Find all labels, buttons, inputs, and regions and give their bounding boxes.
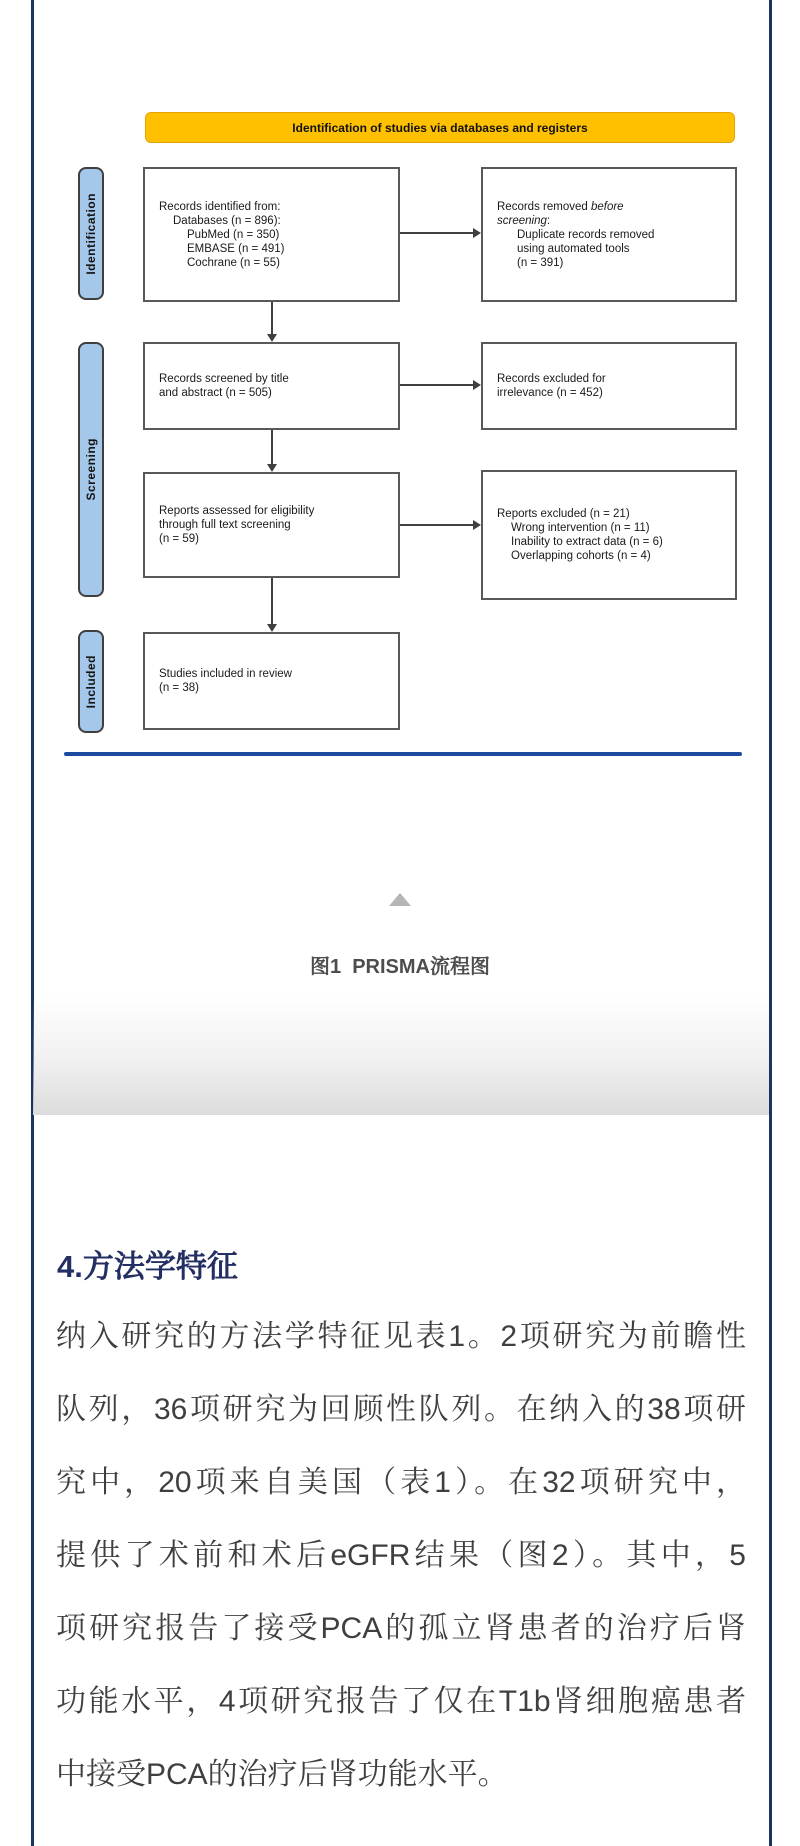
box-line: (n = 59) (159, 533, 199, 545)
collapse-arrow-icon[interactable] (389, 893, 411, 906)
stage-screening-label: Screening (84, 438, 98, 501)
box-line: Duplicate records removed (517, 228, 655, 241)
arrow-identified-to-removed (400, 232, 474, 234)
paragraph-line: 项研究报告了接受PCA的孤立肾患者的治疗后肾 (56, 1612, 746, 1645)
box-line: EMBASE (n = 491) (187, 242, 285, 255)
box-line: Reports assessed for eligibility (159, 505, 315, 517)
arrow-screened-to-excluded (400, 384, 474, 386)
figure-bottom-divider (64, 752, 742, 756)
paragraph-methodology (56, 1300, 746, 1811)
paragraph-line: 队列，36项研究为回顾性队列。在纳入的38项研 (56, 1393, 746, 1426)
prisma-banner (145, 112, 735, 143)
arrow-identified-to-screened (271, 302, 273, 335)
stage-identification (78, 167, 104, 300)
box-line: Records identified from: (159, 200, 281, 213)
box-line: irrelevance (n = 452) (497, 387, 603, 399)
paragraph-line: 提供了术前和术后eGFR结果（图2）。其中，5 (56, 1539, 746, 1572)
paragraph-line: 究中，20项来自美国（表1）。在32项研究中， (56, 1466, 746, 1499)
figure-caption: 图1 PRISMA流程图 (309, 956, 491, 978)
box-studies-included (143, 632, 400, 730)
box-line: Wrong intervention (n = 11) (511, 522, 650, 534)
box-line: PubMed (n = 350) (187, 228, 280, 241)
paragraph-line: 中接受PCA的治疗后肾功能水平。 (56, 1758, 508, 1791)
box-line: and abstract (n = 505) (159, 387, 272, 399)
box-line: Cochrane (n = 55) (187, 256, 281, 269)
left-page-border (31, 0, 34, 1846)
paragraph-line: 功能水平，4项研究报告了仅在T1b肾细胞癌患者 (56, 1685, 746, 1718)
box-reports-assessed (143, 472, 400, 578)
box-records-screened (143, 342, 400, 430)
paragraph-line: 纳入研究的方法学特征见表1。2项研究为前瞻性 (56, 1320, 746, 1353)
arrow-assessed-to-included (271, 578, 273, 625)
box-records-removed (481, 167, 737, 302)
right-page-border (769, 0, 772, 1846)
box-line: (n = 391) (517, 256, 564, 269)
box-line: Records screened by title (159, 373, 289, 385)
arrow-assessed-to-excluded (400, 524, 474, 526)
box-line: Records excluded for (497, 373, 606, 385)
box-line: Inability to extract data (n = 6) (511, 536, 663, 548)
box-line: through full text screening (159, 519, 291, 531)
stage-identification-label: Identification (84, 192, 98, 275)
box-records-identified (143, 167, 400, 302)
section-heading: 4.方法学特征 (57, 1249, 238, 1284)
box-line: Records removed before (497, 200, 624, 213)
box-reports-excluded (481, 470, 737, 600)
box-line: Overlapping cohorts (n = 4) (511, 550, 651, 562)
prisma-banner-label: Identification of studies via databases and registers (292, 120, 588, 135)
box-line: using automated tools (517, 242, 630, 255)
box-line: screening: (497, 214, 551, 227)
arrow-screened-to-assessed (271, 430, 273, 465)
box-line: Databases (n = 896): (173, 214, 281, 227)
box-line: Reports excluded (n = 21) (497, 508, 630, 520)
figure-fade-band (33, 995, 769, 1115)
stage-included (78, 630, 104, 733)
box-records-excluded (481, 342, 737, 430)
stage-included-label: Included (84, 654, 98, 709)
box-line: Studies included in review (159, 668, 292, 680)
stage-screening (78, 342, 104, 597)
box-line: (n = 38) (159, 682, 199, 694)
